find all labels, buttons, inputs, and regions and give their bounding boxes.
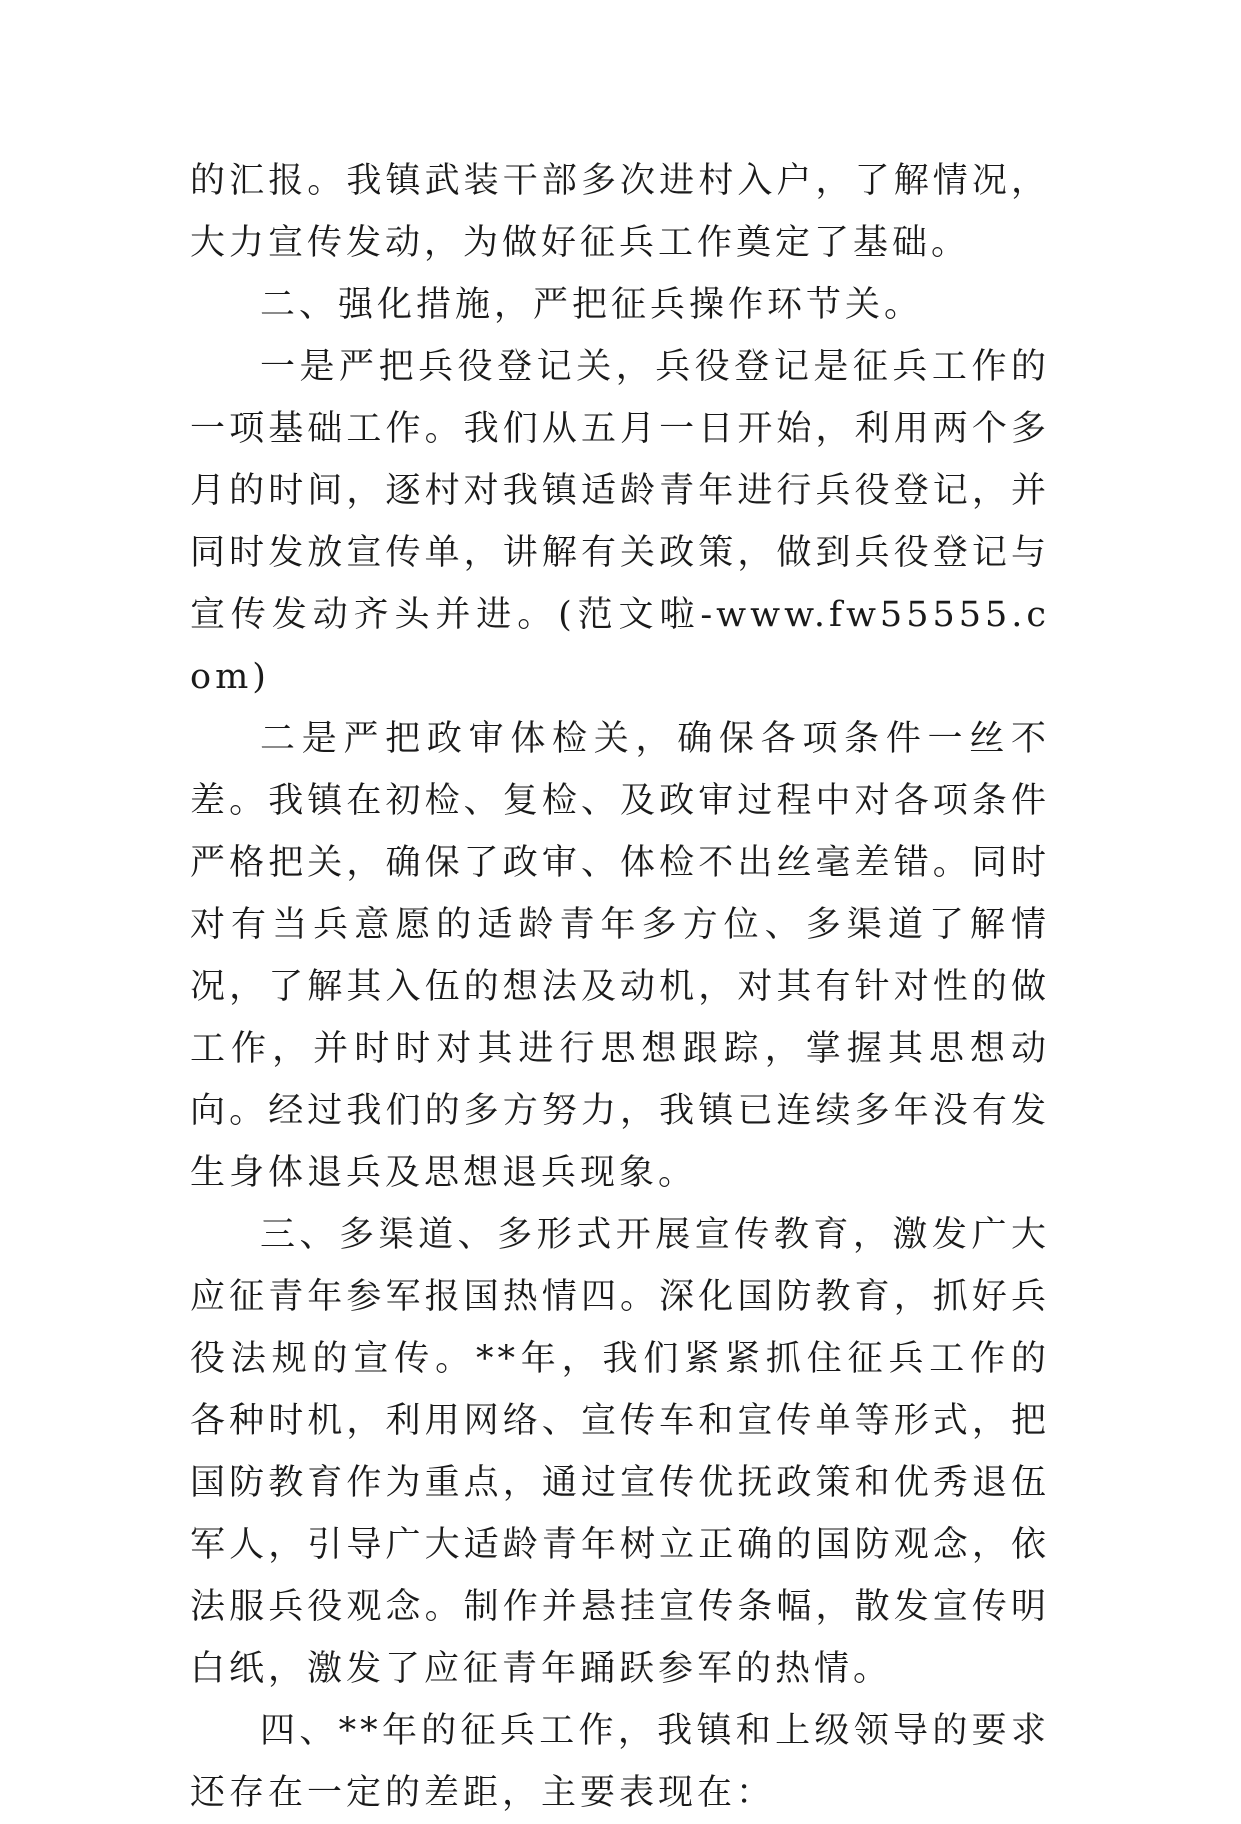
paragraph-section-heading-3: 三、多渠道、多形式开展宣传教育，激发广大应征青年参军报国热情四。深化国防教育，抓好兵役法规的宣传。**年，我们紧紧抓住征兵工作的各种时机，利用网络、宣传车和宣传单等形式，把国防教育作为重点，通过宣传优抚政策和优秀退伍军人，引导广大适龄青年树立正确的国防观念，依法服兵役观念。制作并悬挂宣传条幅，散发宣传明白纸，激发了应征青年踊跃参军的热情。 (190, 1215, 1050, 1689)
document-body (190, 150, 1050, 1824)
paragraph-continuation: 的汇报。我镇武装干部多次进村入户，了解情况，大力宣传发动，为做好征兵工作奠定了基础。 (190, 161, 1050, 263)
paragraph-registration: 一是严把兵役登记关，兵役登记是征兵工作的一项基础工作。我们从五月一日开始，利用两个多月的时间，逐村对我镇适龄青年进行兵役登记，并同时发放宣传单，讲解有关政策，做到兵役登记与宣传发动齐头并进。(范文啦-www.fw55555.com) (190, 347, 1050, 697)
paragraph-political-review: 二是严把政审体检关，确保各项条件一丝不差。我镇在初检、复检、及政审过程中对各项条件严格把关，确保了政审、体检不出丝毫差错。同时对有当兵意愿的适龄青年多方位、多渠道了解情况，了解其入伍的想法及动机，对其有针对性的做工作，并时时对其进行思想跟踪，掌握其思想动向。经过我们的多方努力，我镇已连续多年没有发生身体退兵及思想退兵现象。 (190, 719, 1050, 1193)
paragraph-section-heading-2: 二、强化措施，严把征兵操作环节关。 (260, 285, 924, 325)
paragraph-section-heading-4: 四、**年的征兵工作，我镇和上级领导的要求还存在一定的差距，主要表现在： (190, 1711, 1050, 1813)
